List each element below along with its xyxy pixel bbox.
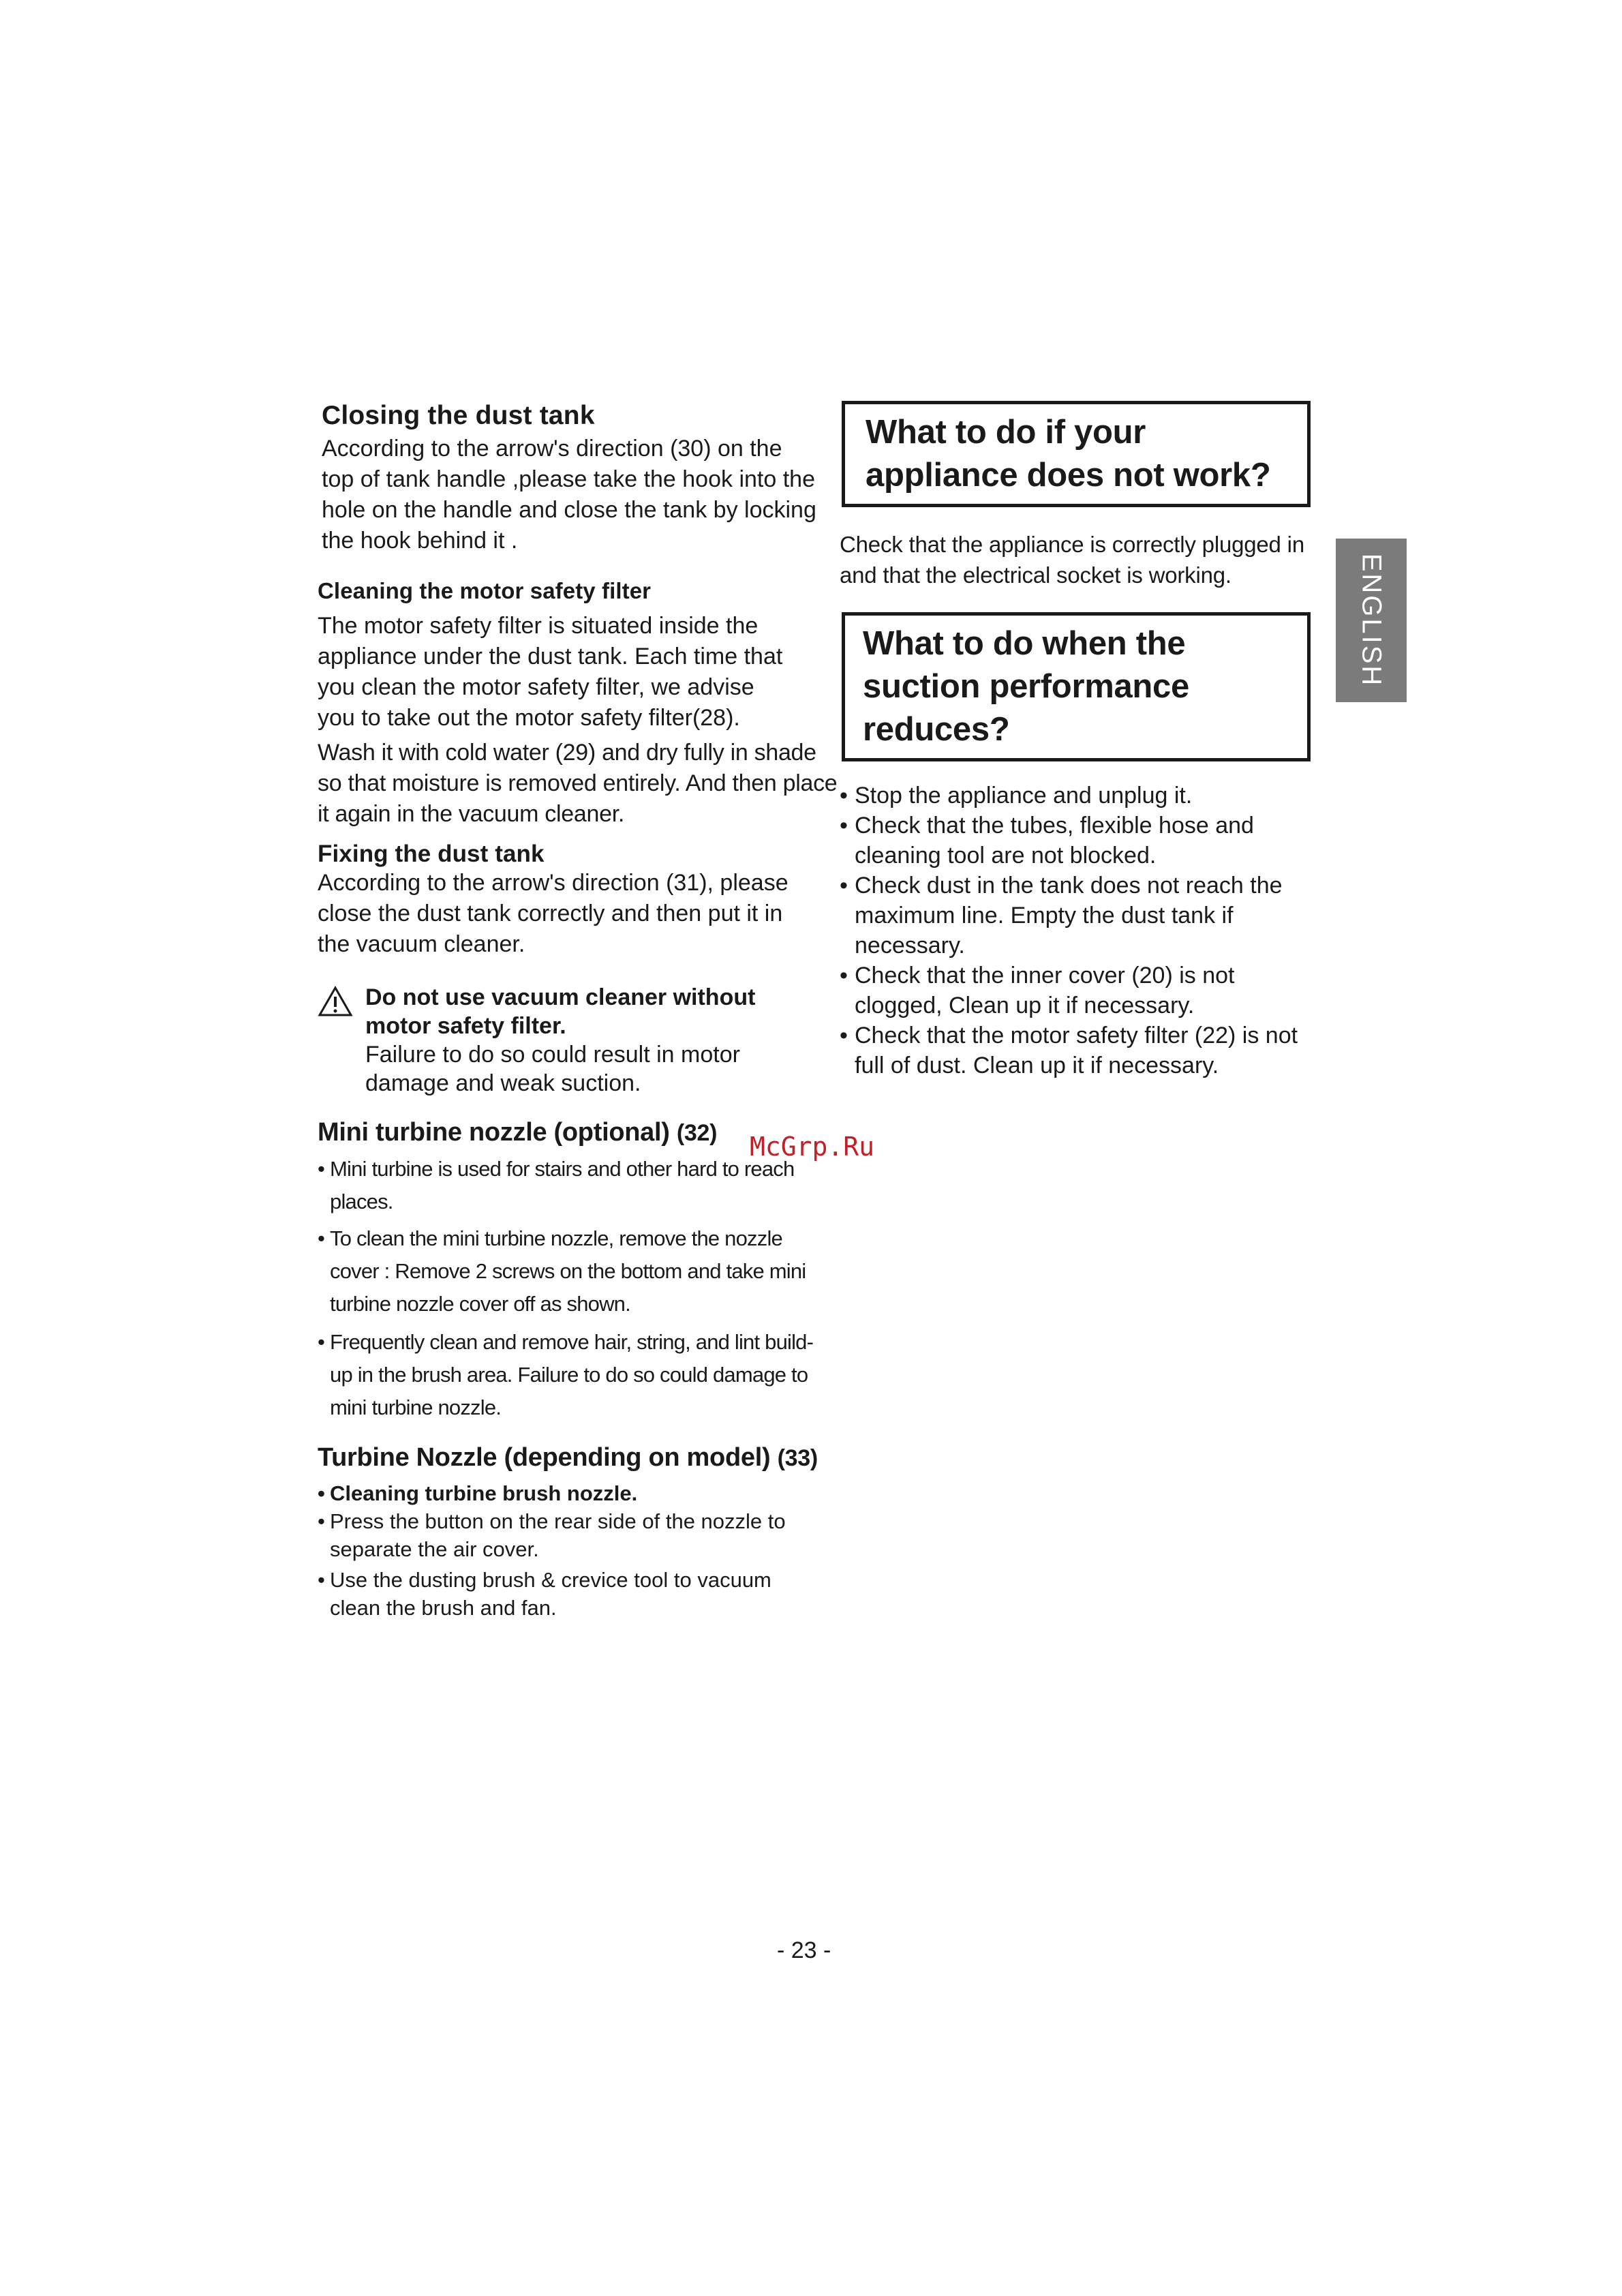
list-item: • Cleaning turbine brush nozzle. xyxy=(318,1481,638,1505)
right-column xyxy=(840,401,1317,1081)
language-tab-label: ENGLISH xyxy=(1356,553,1387,688)
list-item: • Check dust in the tank does not reach the maximum line. Empty the dust tank if necessary. xyxy=(840,873,1283,958)
list-item: • Mini turbine is used for stairs and other hard to reach places. xyxy=(318,1157,795,1213)
mini-turbine-title: Mini turbine nozzle (optional) xyxy=(318,1118,670,1147)
closing-dust-tank-heading: Closing the dust tank xyxy=(322,401,595,430)
left-column xyxy=(318,401,836,1622)
mini-turbine-list xyxy=(318,1153,822,1424)
page-number: - 23 - xyxy=(777,1937,831,1963)
wash-instructions-text: Wash it with cold water (29) and dry fully in shade so that moisture is removed entirely. And then place it again in the vacuum cleaner. xyxy=(318,740,838,827)
warning-text: Failure to do so could result in motor damage and weak suction. xyxy=(365,1042,740,1096)
warning-block xyxy=(318,983,836,1098)
motor-filter-text: The motor safety filter is situated inside the appliance under the dust tank. Each time that you clean the motor safety filter, we advise you to take out the motor safety filter(28). xyxy=(318,613,783,731)
suction-reduces-heading-box: What to do when the suction performance reduces? xyxy=(842,612,1311,761)
list-item: • Press the button on the rear side of the nozzle to separate the air cover. xyxy=(318,1509,786,1561)
turbine-nozzle-heading xyxy=(318,1443,836,1472)
appliance-not-working-heading-box: What to do if your appliance does not work? xyxy=(842,401,1311,507)
fixing-dust-tank-heading: Fixing the dust tank xyxy=(318,841,545,867)
list-item: • To clean the mini turbine nozzle, remove the nozzle cover : Remove 2 screws on the bottom and take mini turbine nozzle cover off as shown. xyxy=(318,1226,806,1316)
motor-filter-heading: Cleaning the motor safety filter xyxy=(318,578,652,603)
turbine-nozzle-list xyxy=(318,1479,808,1622)
check-plugged-text: Check that the appliance is correctly plugged in and that the electrical socket is working. xyxy=(840,532,1304,588)
list-item: • Check that the motor safety filter (22) is not full of dust. Clean up it if necessary. xyxy=(840,1023,1298,1078)
list-item: • Check that the inner cover (20) is not clogged, Clean up it if necessary. xyxy=(840,963,1235,1018)
list-item: • Stop the appliance and unplug it. xyxy=(840,783,1193,809)
turbine-nozzle-title: Turbine Nozzle (depending on model) xyxy=(318,1443,771,1472)
turbine-nozzle-ref: (33) xyxy=(777,1445,818,1471)
list-item: • Check that the tubes, flexible hose and cleaning tool are not blocked. xyxy=(840,813,1254,868)
list-item: • Use the dusting brush & crevice tool to vacuum clean the brush and fan. xyxy=(318,1568,771,1620)
watermark-text: McGrp.Ru xyxy=(750,1132,875,1162)
fixing-dust-tank-text: According to the arrow's direction (31), please close the dust tank correctly and then put it in the vacuum cleaner. xyxy=(318,870,789,957)
mini-turbine-ref: (32) xyxy=(676,1120,718,1146)
suction-troubleshooting-list xyxy=(840,781,1317,1081)
warning-bold-text: Do not use vacuum cleaner without motor safety filter. xyxy=(365,984,756,1039)
warning-triangle-icon xyxy=(318,986,353,1017)
list-item: • Frequently clean and remove hair, string, and lint build-up in the brush area. Failure to do so could damage to mini turbine nozzle. xyxy=(318,1330,814,1419)
language-tab xyxy=(1336,539,1407,702)
closing-dust-tank-text: According to the arrow's direction (30) on the top of tank handle ,please take the hook into the hole on the handle and close the tank by locking the hook behind it . xyxy=(322,436,816,554)
